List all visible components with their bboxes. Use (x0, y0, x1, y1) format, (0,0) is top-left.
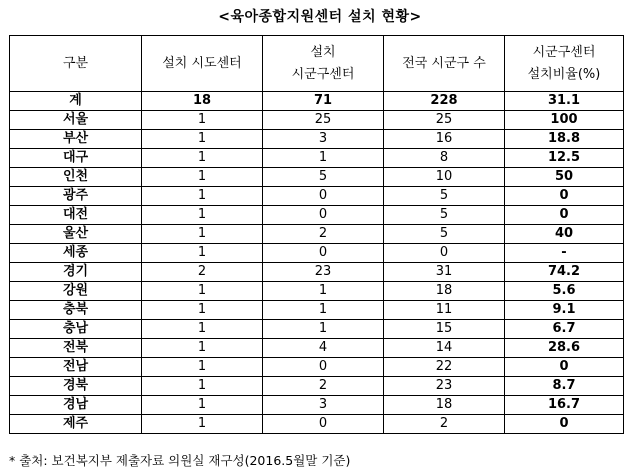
row-national-districts: 16 (384, 130, 505, 149)
row-province-centers: 1 (142, 282, 263, 301)
row-region: 경남 (10, 396, 142, 415)
row-province-centers: 1 (142, 415, 263, 434)
row-district-centers: 1 (263, 301, 384, 320)
row-province-centers: 1 (142, 225, 263, 244)
table-row (10, 263, 624, 282)
row-national-districts: 8 (384, 149, 505, 168)
row-install-ratio: 100 (505, 111, 624, 130)
row-district-centers: 1 (263, 149, 384, 168)
row-install-ratio: 28.6 (505, 339, 624, 358)
row-install-ratio: 9.1 (505, 301, 624, 320)
row-region: 인천 (10, 168, 142, 187)
row-install-ratio: 50 (505, 168, 624, 187)
row-install-ratio: 5.6 (505, 282, 624, 301)
table-row (10, 339, 624, 358)
row-install-ratio: 6.7 (505, 320, 624, 339)
row-district-centers: 0 (263, 358, 384, 377)
table-row (10, 225, 624, 244)
row-region: 전북 (10, 339, 142, 358)
row-district-centers: 1 (263, 282, 384, 301)
row-region: 경기 (10, 263, 142, 282)
header-install-ratio: 시군구센터 설치비율(%) (505, 36, 624, 92)
row-district-centers: 0 (263, 244, 384, 263)
row-province-centers: 18 (142, 92, 263, 111)
row-national-districts: 18 (384, 396, 505, 415)
row-district-centers: 0 (263, 415, 384, 434)
row-national-districts: 18 (384, 282, 505, 301)
row-province-centers: 2 (142, 263, 263, 282)
row-region: 전남 (10, 358, 142, 377)
row-install-ratio: 74.2 (505, 263, 624, 282)
row-national-districts: 5 (384, 206, 505, 225)
header-district-centers: 설치 시군구센터 (263, 36, 384, 92)
table-row (10, 130, 624, 149)
row-province-centers: 1 (142, 377, 263, 396)
table-row (10, 149, 624, 168)
row-district-centers: 23 (263, 263, 384, 282)
row-district-centers: 1 (263, 320, 384, 339)
row-region: 경북 (10, 377, 142, 396)
table-header-row (10, 36, 624, 92)
row-province-centers: 1 (142, 396, 263, 415)
row-region: 세종 (10, 244, 142, 263)
row-install-ratio: 0 (505, 187, 624, 206)
row-district-centers: 0 (263, 206, 384, 225)
row-region: 서울 (10, 111, 142, 130)
row-region: 광주 (10, 187, 142, 206)
row-national-districts: 0 (384, 244, 505, 263)
header-category: 구분 (10, 36, 142, 92)
row-region: 부산 (10, 130, 142, 149)
row-install-ratio: 0 (505, 358, 624, 377)
row-province-centers: 1 (142, 168, 263, 187)
row-install-ratio: 18.8 (505, 130, 624, 149)
row-region: 강원 (10, 282, 142, 301)
table-row (10, 282, 624, 301)
table-row (10, 92, 624, 111)
table-row (10, 396, 624, 415)
row-province-centers: 1 (142, 301, 263, 320)
row-province-centers: 1 (142, 111, 263, 130)
row-region: 제주 (10, 415, 142, 434)
row-install-ratio: 40 (505, 225, 624, 244)
row-install-ratio: 12.5 (505, 149, 624, 168)
row-region: 대전 (10, 206, 142, 225)
row-province-centers: 1 (142, 339, 263, 358)
table-row (10, 358, 624, 377)
row-province-centers: 1 (142, 149, 263, 168)
row-district-centers: 4 (263, 339, 384, 358)
row-region: 충북 (10, 301, 142, 320)
row-district-centers: 2 (263, 377, 384, 396)
row-national-districts: 25 (384, 111, 505, 130)
row-national-districts: 5 (384, 225, 505, 244)
row-install-ratio: 0 (505, 415, 624, 434)
row-province-centers: 1 (142, 320, 263, 339)
table-row (10, 320, 624, 339)
row-region: 충남 (10, 320, 142, 339)
row-province-centers: 1 (142, 187, 263, 206)
table-title: <육아종합지원센터 설치 현황> (218, 9, 422, 25)
row-district-centers: 3 (263, 130, 384, 149)
row-install-ratio: 8.7 (505, 377, 624, 396)
table-row (10, 111, 624, 130)
table-row (10, 187, 624, 206)
row-district-centers: 25 (263, 111, 384, 130)
header-national-districts: 전국 시군구 수 (384, 36, 505, 92)
table-row (10, 244, 624, 263)
row-district-centers: 5 (263, 168, 384, 187)
header-province-centers: 설치 시도센터 (142, 36, 263, 92)
support-center-table (9, 35, 624, 434)
row-national-districts: 228 (384, 92, 505, 111)
row-region: 계 (10, 92, 142, 111)
row-district-centers: 0 (263, 187, 384, 206)
table-body (10, 92, 624, 434)
table-row (10, 377, 624, 396)
row-national-districts: 14 (384, 339, 505, 358)
row-national-districts: 23 (384, 377, 505, 396)
table-row (10, 415, 624, 434)
row-national-districts: 11 (384, 301, 505, 320)
row-region: 대구 (10, 149, 142, 168)
table-row (10, 206, 624, 225)
row-install-ratio: 0 (505, 206, 624, 225)
source-note: * 출처: 보건복지부 제출자료 의원실 재구성(2016.5월말 기준) (9, 453, 351, 468)
row-national-districts: 22 (384, 358, 505, 377)
row-province-centers: 1 (142, 358, 263, 377)
row-province-centers: 1 (142, 206, 263, 225)
row-install-ratio: 16.7 (505, 396, 624, 415)
row-national-districts: 5 (384, 187, 505, 206)
row-province-centers: 1 (142, 130, 263, 149)
row-install-ratio: - (505, 244, 624, 263)
row-install-ratio: 31.1 (505, 92, 624, 111)
row-national-districts: 10 (384, 168, 505, 187)
row-region: 울산 (10, 225, 142, 244)
table-row (10, 301, 624, 320)
row-district-centers: 3 (263, 396, 384, 415)
table-row (10, 168, 624, 187)
row-national-districts: 31 (384, 263, 505, 282)
row-district-centers: 71 (263, 92, 384, 111)
row-district-centers: 2 (263, 225, 384, 244)
row-national-districts: 15 (384, 320, 505, 339)
row-province-centers: 1 (142, 244, 263, 263)
row-national-districts: 2 (384, 415, 505, 434)
